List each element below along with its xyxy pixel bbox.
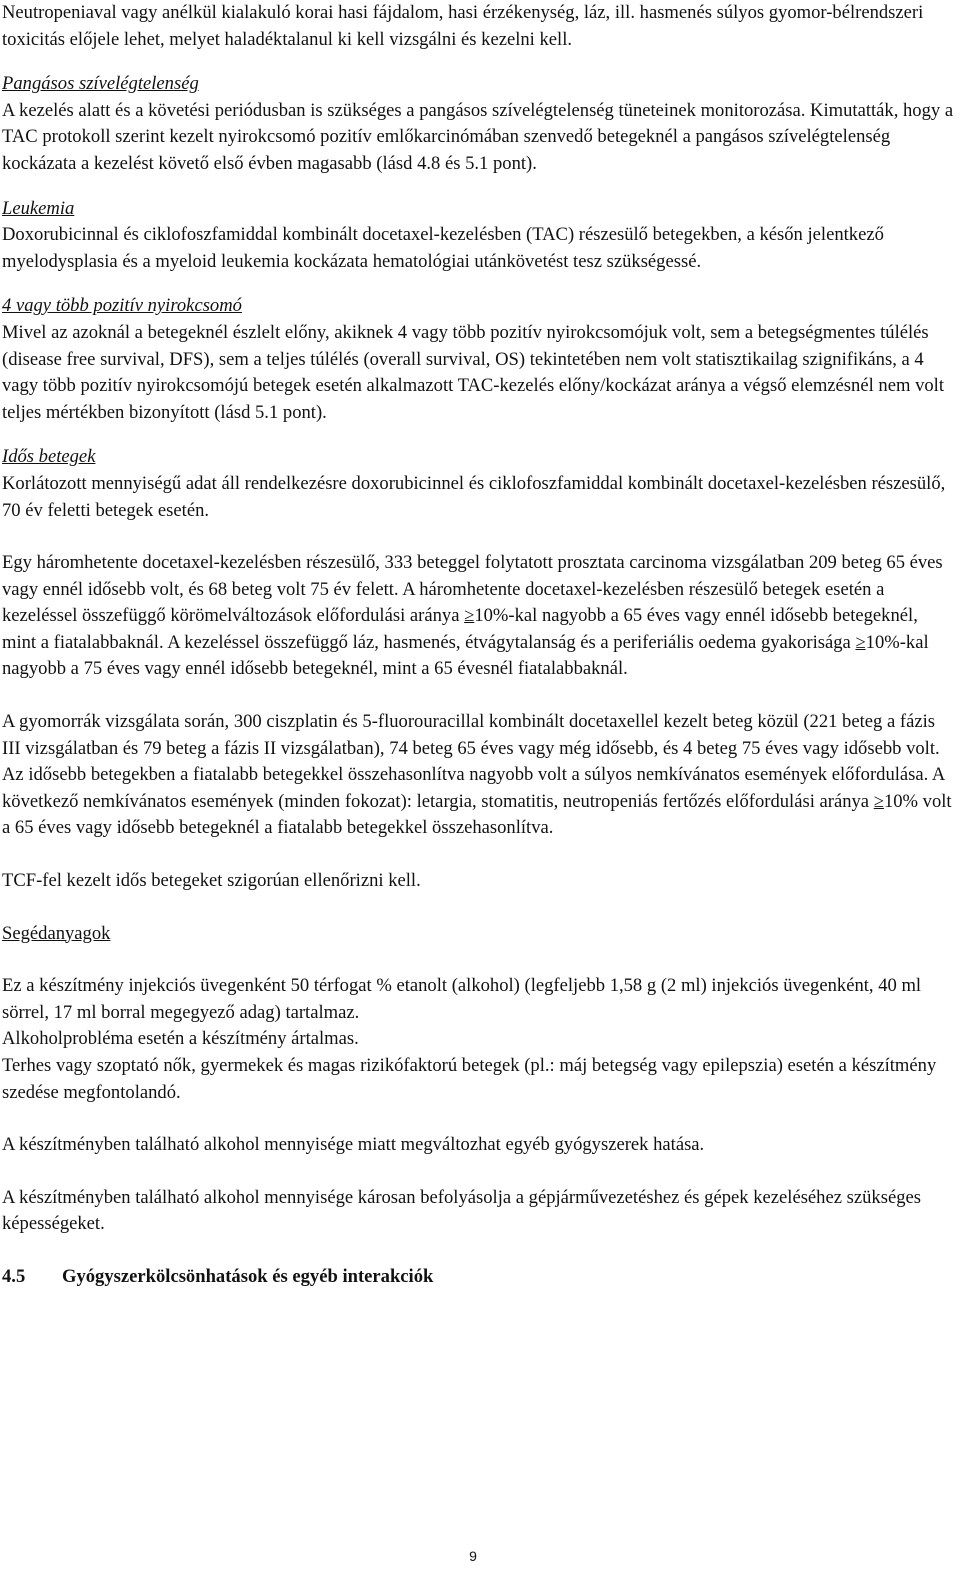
idos-p3-text-b: 10% volt a 65 éves vagy idősebb betegeknél a fiatalabb betegekkel összehasonlítva. [2, 790, 952, 839]
idos-heading: Idős betegek [2, 446, 96, 468]
segedanyagok-heading: Segédanyagok [2, 922, 111, 944]
geq-symbol: ≥ [873, 790, 884, 812]
leukemia-heading: Leukemia [2, 197, 75, 219]
intro-paragraph: Neutropeniaval vagy anélkül kialakuló korai hasi fájdalom, hasi érzékenység, láz, ill. hasmenés súlyos gyomor-bélrendszeri toxicitás előjele lehet, melyet haladéktalanul ki kell vizsgálni és kezelni kell. [2, 2, 924, 50]
section-title: Gyógyszerkölcsönhatások és egyéb interakciók [62, 1265, 434, 1287]
section-heading [2, 1264, 954, 1291]
segedanyagok-line: Terhes vagy szoptató nők, gyermekek és magas rizikófaktorú betegek (pl.: máj betegség vagy epilepszia) esetén a készítmény szedése megfontolandó. [2, 1055, 937, 1103]
segedanyagok-paragraph-2: A készítményben található alkohol mennyisége miatt megváltozhat egyéb gyógyszerek hatása. [2, 1134, 705, 1156]
nyirokcsomo-paragraph: Mivel az azoknál a betegeknél észlelt előny, akiknek 4 vagy több pozitív nyirokcsomójuk volt, sem a betegségmentes túlélés (disease free survival, DFS), sem a teljes túlélés (overall survival, OS) tekintetében nem volt statisztikailag szignifikáns, a 4 vagy több pozitív nyirokcsomójú betegek esetén alkalmazott TAC-kezelés előny/kockázat aránya a végső elemzésnél nem volt teljes mértékben bizonyított (lásd 5.1 pont). [2, 321, 944, 423]
page-number: 9 [469, 1548, 477, 1564]
segedanyagok-line: Alkoholprobléma esetén a készítmény ártalmas. [2, 1028, 359, 1050]
idos-paragraph-4: TCF-fel kezelt idős betegeket szigorúan ellenőrizni kell. [2, 870, 421, 892]
idos-paragraph-1: Korlátozott mennyiségű adat áll rendelkezésre doxorubicinnel és ciklofoszfamiddal kombinált docetaxel-kezelésben részesülő, 70 év feletti betegek esetén. [2, 472, 946, 521]
idos-paragraph-3 [2, 709, 954, 842]
segedanyagok-line: Ez a készítmény injekciós üvegenként 50 térfogat % etanolt (alkohol) (legfeljebb 1,58 g (2 ml) injekciós üvegenként, 40 ml sörrel, 17 ml borral megegyező adag) tartalmaz. [2, 975, 922, 1023]
segedanyagok-block [2, 973, 954, 1106]
geq-symbol: ≥ [464, 605, 475, 627]
idos-p3-text-a: A gyomorrák vizsgálata során, 300 ciszplatin és 5-fluorouracillal kombinált docetaxellel kezelt beteg közül (221 beteg a fázis III vizsgálatban és 79 beteg a fázis II vizsgálatban), 74 beteg 65 éves vagy még idősebb, és 4 beteg 75 éves vagy idősebb volt. Az idősebb betegekben a fiatalabb betegekkel összehasonlítva nagyobb volt a súlyos nemkívánatos események előfordulása. A következő nemkívánatos események (minden fokozat): letargia, stomatitis, neutropeniás fertőzés előfordulási aránya [2, 711, 945, 812]
geq-symbol: ≥ [855, 631, 866, 653]
segedanyagok-paragraph-3: A készítményben található alkohol mennyisége károsan befolyásolja a gépjárművezetéshez és gépek kezeléséhez szükséges képességeket. [2, 1186, 921, 1235]
nyirokcsomo-heading: 4 vagy több pozitív nyirokcsomó [2, 295, 242, 317]
idos-paragraph-2 [2, 550, 954, 683]
idos-p2-text-b: 10%-kal nagyobb a 65 éves vagy ennél idősebb betegeknél, mint a fiatalabbaknál. A kezeléssel összefüggő láz, hasmenés, étvágytalanság és a periferiális oedema gyakorisága [2, 605, 918, 653]
document-page [2, 0, 954, 1291]
idos-p2-text-a: Egy háromhetente docetaxel-kezelésben részesülő, 333 beteggel folytatott prosztata carcinoma vizsgálatban 209 beteg 65 éves vagy ennél idősebb volt, és 68 beteg volt 75 év felett. A háromhetente docetaxel-kezelésben részesülő betegek esetén a kezeléssel összefüggő körömelváltozások előfordulási aránya [2, 552, 943, 627]
section-number: 4.5 [2, 1265, 26, 1287]
pangasos-paragraph: A kezelés alatt és a követési periódusban is szükséges a pangásos szívelégtelenség tüneteinek monitorozása. Kimutatták, hogy a TAC protokoll szerint kezelt nyirokcsomó pozitív emlőkarcinómában szenvedő betegeknél a pangásos szívelégtelenség kockázata a kezelést követő első évben magasabb (lásd 4.8 és 5.1 pont). [2, 99, 954, 174]
idos-p2-text-c: 10%-kal nagyobb a 75 éves vagy ennél idősebb betegeknél, mint a 65 évesnél fiatalabbaknál. [2, 631, 929, 680]
leukemia-paragraph: Doxorubicinnal és ciklofoszfamiddal kombinált docetaxel-kezelésben (TAC) részesülő betegekben, a későn jelentkező myelodysplasia és a myeloid leukemia kockázata hematológiai utánkövetést tesz szükségessé. [2, 224, 884, 272]
pangasos-heading: Pangásos szívelégtelenség [2, 73, 199, 95]
